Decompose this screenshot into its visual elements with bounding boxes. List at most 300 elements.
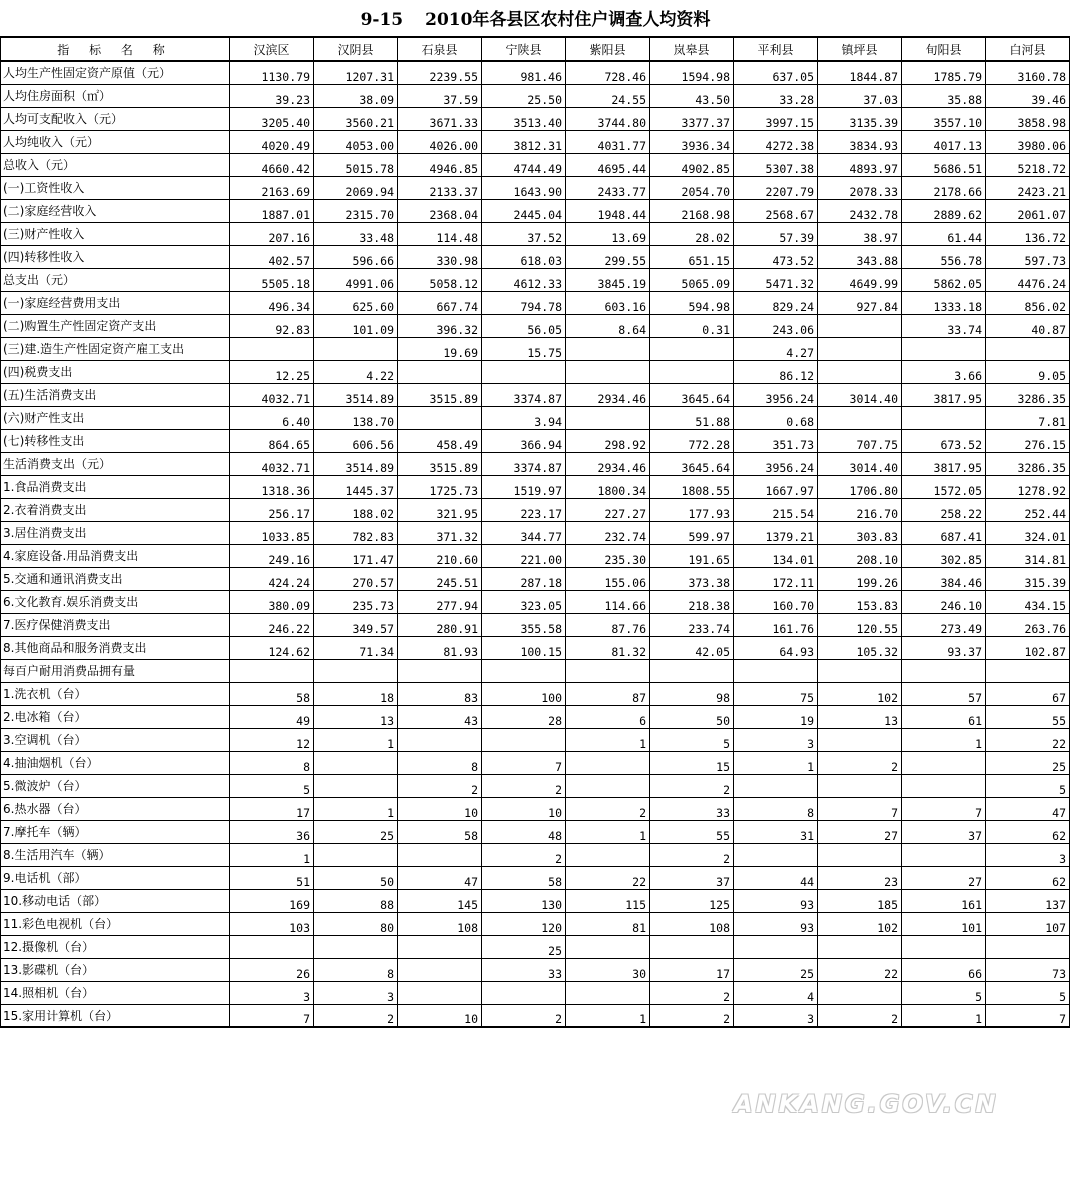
table-row: [1, 590, 1070, 613]
table-row: [1, 314, 1070, 337]
table-cell: [566, 337, 650, 360]
table-cell: 4660.42: [230, 153, 314, 176]
table-cell: 35.88: [902, 84, 986, 107]
table-cell: 30: [566, 958, 650, 981]
table-cell: 618.03: [482, 245, 566, 268]
table-cell: 7: [902, 797, 986, 820]
table-cell: 249.16: [230, 544, 314, 567]
table-cell: [314, 659, 398, 682]
table-cell: 2207.79: [734, 176, 818, 199]
table-cell: [902, 774, 986, 797]
table-cell: 108: [650, 912, 734, 935]
table-cell: 2239.55: [398, 61, 482, 84]
table-cell: 596.66: [314, 245, 398, 268]
table-cell: 4272.38: [734, 130, 818, 153]
table-cell: 5307.38: [734, 153, 818, 176]
table-cell: [230, 659, 314, 682]
table-cell: 2: [566, 797, 650, 820]
table-cell: 37: [902, 820, 986, 843]
table-cell: 5065.09: [650, 268, 734, 291]
table-cell: 7: [482, 751, 566, 774]
table-cell: 4020.49: [230, 130, 314, 153]
table-cell: [482, 981, 566, 1004]
table-cell: 33: [650, 797, 734, 820]
table-cell: 37.52: [482, 222, 566, 245]
table-cell: 216.70: [818, 498, 902, 521]
table-cell: 1706.80: [818, 475, 902, 498]
table-cell: 171.47: [314, 544, 398, 567]
row-label: 生活消费支出（元）: [1, 452, 230, 475]
table-cell: 12.25: [230, 360, 314, 383]
table-cell: 0.68: [734, 406, 818, 429]
table-cell: 33: [482, 958, 566, 981]
table-cell: [398, 843, 482, 866]
table-cell: 6: [566, 705, 650, 728]
table-cell: 366.94: [482, 429, 566, 452]
table-cell: 637.05: [734, 61, 818, 84]
table-row: [1, 222, 1070, 245]
table-cell: 24.55: [566, 84, 650, 107]
table-cell: 302.85: [902, 544, 986, 567]
table-cell: 2315.70: [314, 199, 398, 222]
table-cell: 92.83: [230, 314, 314, 337]
table-row: [1, 521, 1070, 544]
table-cell: 4.27: [734, 337, 818, 360]
table-cell: [818, 981, 902, 1004]
table-row: [1, 981, 1070, 1004]
table-cell: 227.27: [566, 498, 650, 521]
row-label: 12.摄像机（台）: [1, 935, 230, 958]
table-cell: 396.32: [398, 314, 482, 337]
table-cell: 1594.98: [650, 61, 734, 84]
table-cell: [314, 774, 398, 797]
table-cell: 177.93: [650, 498, 734, 521]
table-cell: 794.78: [482, 291, 566, 314]
table-cell: 303.83: [818, 521, 902, 544]
table-row: [1, 728, 1070, 751]
table-cell: 2: [818, 1004, 902, 1027]
table-cell: 86.12: [734, 360, 818, 383]
table-cell: 43: [398, 705, 482, 728]
table-cell: 3515.89: [398, 383, 482, 406]
table-cell: 80: [314, 912, 398, 935]
table-cell: 496.34: [230, 291, 314, 314]
table-cell: 856.02: [986, 291, 1070, 314]
table-cell: 218.38: [650, 590, 734, 613]
table-cell: 3744.80: [566, 107, 650, 130]
table-cell: 246.22: [230, 613, 314, 636]
table-cell: 232.74: [566, 521, 650, 544]
table-cell: 330.98: [398, 245, 482, 268]
table-cell: 3014.40: [818, 452, 902, 475]
table-row: [1, 774, 1070, 797]
table-cell: [818, 314, 902, 337]
table-title-text: 2010年各县区农村住户调查人均资料: [425, 10, 711, 30]
table-cell: 1: [314, 797, 398, 820]
table-row: [1, 889, 1070, 912]
table-cell: 384.46: [902, 567, 986, 590]
row-label: 3.空调机（台）: [1, 728, 230, 751]
table-cell: 3817.95: [902, 383, 986, 406]
table-cell: 8: [398, 751, 482, 774]
table-cell: 3812.31: [482, 130, 566, 153]
row-label: (六)财产性支出: [1, 406, 230, 429]
watermark: ANKANG.GOV.CN: [734, 1090, 999, 1118]
table-cell: 3980.06: [986, 130, 1070, 153]
table-cell: 137: [986, 889, 1070, 912]
table-cell: 3135.39: [818, 107, 902, 130]
table-cell: 31: [734, 820, 818, 843]
column-header: 平利县: [734, 37, 818, 61]
table-cell: [818, 406, 902, 429]
table-cell: 1887.01: [230, 199, 314, 222]
row-label: 人均住房面积（㎡）: [1, 84, 230, 107]
table-row: [1, 176, 1070, 199]
table-cell: 1800.34: [566, 475, 650, 498]
table-cell: 27: [818, 820, 902, 843]
table-cell: 62: [986, 866, 1070, 889]
table-cell: 4053.00: [314, 130, 398, 153]
table-cell: [734, 774, 818, 797]
table-cell: 15: [650, 751, 734, 774]
table-cell: [734, 935, 818, 958]
table-cell: 344.77: [482, 521, 566, 544]
table-cell: 161: [902, 889, 986, 912]
table-cell: 39.23: [230, 84, 314, 107]
table-row: [1, 360, 1070, 383]
table-cell: 258.22: [902, 498, 986, 521]
table-cell: 314.81: [986, 544, 1070, 567]
table-cell: 4.22: [314, 360, 398, 383]
table-cell: 235.73: [314, 590, 398, 613]
table-cell: 1: [314, 728, 398, 751]
table-cell: 2168.98: [650, 199, 734, 222]
table-cell: 101: [902, 912, 986, 935]
table-cell: 9.05: [986, 360, 1070, 383]
table-row: [1, 429, 1070, 452]
table-cell: 38.97: [818, 222, 902, 245]
table-cell: 25: [734, 958, 818, 981]
row-label: 总支出（元）: [1, 268, 230, 291]
table-cell: 349.57: [314, 613, 398, 636]
table-cell: 55: [650, 820, 734, 843]
row-label: 15.家用计算机（台）: [1, 1004, 230, 1027]
table-cell: 728.46: [566, 61, 650, 84]
row-label: 10.移动电话（部）: [1, 889, 230, 912]
table-row: [1, 912, 1070, 935]
table-cell: [734, 843, 818, 866]
table-cell: 233.74: [650, 613, 734, 636]
table-cell: 188.02: [314, 498, 398, 521]
table-cell: [818, 843, 902, 866]
row-label: 8.生活用汽车（辆）: [1, 843, 230, 866]
table-cell: 199.26: [818, 567, 902, 590]
table-cell: 298.92: [566, 429, 650, 452]
table-cell: 100.15: [482, 636, 566, 659]
table-cell: 5: [650, 728, 734, 751]
table-cell: [818, 659, 902, 682]
table-cell: 3936.34: [650, 130, 734, 153]
table-cell: 1: [566, 728, 650, 751]
data-table: [0, 36, 1070, 1028]
table-cell: 1: [566, 820, 650, 843]
table-cell: 114.48: [398, 222, 482, 245]
table-cell: [566, 935, 650, 958]
table-cell: 473.52: [734, 245, 818, 268]
table-row: [1, 797, 1070, 820]
table-cell: 103: [230, 912, 314, 935]
row-label: (二)购置生产性固定资产支出: [1, 314, 230, 337]
table-cell: 25.50: [482, 84, 566, 107]
table-cell: 134.01: [734, 544, 818, 567]
table-cell: 83: [398, 682, 482, 705]
table-cell: 2: [482, 1004, 566, 1027]
table-cell: 37.03: [818, 84, 902, 107]
table-cell: 12: [230, 728, 314, 751]
table-cell: 245.51: [398, 567, 482, 590]
table-cell: 98: [650, 682, 734, 705]
table-cell: 782.83: [314, 521, 398, 544]
table-cell: 2423.21: [986, 176, 1070, 199]
table-cell: 4032.71: [230, 383, 314, 406]
table-row: [1, 130, 1070, 153]
table-cell: 556.78: [902, 245, 986, 268]
table-cell: 2: [650, 1004, 734, 1027]
table-row: [1, 820, 1070, 843]
table-cell: [398, 981, 482, 1004]
table-cell: 136.72: [986, 222, 1070, 245]
table-cell: 606.56: [314, 429, 398, 452]
table-cell: 324.01: [986, 521, 1070, 544]
table-cell: 100: [482, 682, 566, 705]
table-cell: 1: [902, 728, 986, 751]
table-row: [1, 866, 1070, 889]
table-cell: [818, 728, 902, 751]
table-cell: [902, 751, 986, 774]
table-cell: 108: [398, 912, 482, 935]
table-cell: 44: [734, 866, 818, 889]
row-label: 人均纯收入（元）: [1, 130, 230, 153]
table-row: [1, 291, 1070, 314]
table-cell: 28.02: [650, 222, 734, 245]
table-cell: 4744.49: [482, 153, 566, 176]
row-label: 11.彩色电视机（台）: [1, 912, 230, 935]
table-cell: 864.65: [230, 429, 314, 452]
table-cell: [314, 935, 398, 958]
table-cell: [902, 659, 986, 682]
table-row: [1, 682, 1070, 705]
table-cell: 3858.98: [986, 107, 1070, 130]
table-cell: 3.94: [482, 406, 566, 429]
table-cell: [230, 337, 314, 360]
table-cell: 3956.24: [734, 383, 818, 406]
table-cell: 3997.15: [734, 107, 818, 130]
table-cell: 50: [314, 866, 398, 889]
table-cell: 5: [986, 774, 1070, 797]
table-cell: 3515.89: [398, 452, 482, 475]
table-cell: 1445.37: [314, 475, 398, 498]
table-cell: 1379.21: [734, 521, 818, 544]
table-cell: 829.24: [734, 291, 818, 314]
table-cell: 47: [398, 866, 482, 889]
table-cell: 1207.31: [314, 61, 398, 84]
table-cell: 2433.77: [566, 176, 650, 199]
table-cell: [902, 935, 986, 958]
row-label: (五)生活消费支出: [1, 383, 230, 406]
table-cell: 3560.21: [314, 107, 398, 130]
table-cell: 81.93: [398, 636, 482, 659]
table-cell: 2: [818, 751, 902, 774]
table-cell: 215.54: [734, 498, 818, 521]
table-cell: [566, 751, 650, 774]
column-header: 旬阳县: [902, 37, 986, 61]
table-cell: 2445.04: [482, 199, 566, 222]
table-cell: 4032.71: [230, 452, 314, 475]
row-label: 5.微波炉（台）: [1, 774, 230, 797]
table-cell: 88: [314, 889, 398, 912]
table-cell: 33.48: [314, 222, 398, 245]
table-cell: 434.15: [986, 590, 1070, 613]
table-cell: 3.66: [902, 360, 986, 383]
table-cell: 673.52: [902, 429, 986, 452]
table-cell: 2: [314, 1004, 398, 1027]
table-cell: 5505.18: [230, 268, 314, 291]
table-cell: 115: [566, 889, 650, 912]
table-cell: [986, 659, 1070, 682]
table-cell: 315.39: [986, 567, 1070, 590]
table-cell: 28: [482, 705, 566, 728]
table-cell: [566, 843, 650, 866]
table-cell: 458.49: [398, 429, 482, 452]
table-cell: 927.84: [818, 291, 902, 314]
table-cell: 172.11: [734, 567, 818, 590]
table-cell: 3377.37: [650, 107, 734, 130]
table-row: [1, 498, 1070, 521]
table-cell: [314, 843, 398, 866]
table-cell: 56.05: [482, 314, 566, 337]
table-cell: 40.87: [986, 314, 1070, 337]
table-cell: 1643.90: [482, 176, 566, 199]
table-cell: 5015.78: [314, 153, 398, 176]
table-cell: [314, 751, 398, 774]
table-cell: 4991.06: [314, 268, 398, 291]
table-cell: 37: [650, 866, 734, 889]
table-row: [1, 475, 1070, 498]
table-cell: 207.16: [230, 222, 314, 245]
row-label: 8.其他商品和服务消费支出: [1, 636, 230, 659]
table-cell: 73: [986, 958, 1070, 981]
table-cell: 66: [902, 958, 986, 981]
table-cell: 5: [986, 981, 1070, 1004]
table-cell: 4695.44: [566, 153, 650, 176]
table-cell: 1844.87: [818, 61, 902, 84]
table-cell: 2163.69: [230, 176, 314, 199]
table-cell: 402.57: [230, 245, 314, 268]
table-cell: 3645.64: [650, 383, 734, 406]
row-label: 7.医疗保健消费支出: [1, 613, 230, 636]
table-cell: 371.32: [398, 521, 482, 544]
table-cell: [818, 774, 902, 797]
table-cell: 772.28: [650, 429, 734, 452]
table-cell: 47: [986, 797, 1070, 820]
table-row: [1, 406, 1070, 429]
table-cell: 10: [398, 1004, 482, 1027]
table-cell: 243.06: [734, 314, 818, 337]
table-cell: 246.10: [902, 590, 986, 613]
table-cell: 6.40: [230, 406, 314, 429]
table-cell: 343.88: [818, 245, 902, 268]
table-cell: 2889.62: [902, 199, 986, 222]
table-cell: 42.05: [650, 636, 734, 659]
table-cell: 23: [818, 866, 902, 889]
table-cell: 2061.07: [986, 199, 1070, 222]
table-cell: 270.57: [314, 567, 398, 590]
table-cell: 3: [230, 981, 314, 1004]
table-cell: 101.09: [314, 314, 398, 337]
table-cell: 3: [314, 981, 398, 1004]
table-cell: 5058.12: [398, 268, 482, 291]
table-cell: 273.49: [902, 613, 986, 636]
table-cell: 161.76: [734, 613, 818, 636]
row-label: (三)建.造生产性固定资产雇工支出: [1, 337, 230, 360]
column-header: 岚皋县: [650, 37, 734, 61]
table-cell: 2: [482, 774, 566, 797]
table-cell: 1278.92: [986, 475, 1070, 498]
table-cell: 114.66: [566, 590, 650, 613]
table-cell: 7: [986, 1004, 1070, 1027]
row-label: 1.食品消费支出: [1, 475, 230, 498]
table-cell: 3514.89: [314, 383, 398, 406]
table-cell: 4026.00: [398, 130, 482, 153]
table-cell: 3160.78: [986, 61, 1070, 84]
table-cell: 7: [818, 797, 902, 820]
table-cell: 2069.94: [314, 176, 398, 199]
table-cell: 1: [902, 1004, 986, 1027]
table-cell: [902, 337, 986, 360]
table-cell: 351.73: [734, 429, 818, 452]
table-cell: 50: [650, 705, 734, 728]
table-cell: 1130.79: [230, 61, 314, 84]
table-cell: 61: [902, 705, 986, 728]
table-cell: 5471.32: [734, 268, 818, 291]
table-cell: 33.74: [902, 314, 986, 337]
table-cell: 61.44: [902, 222, 986, 245]
table-cell: 17: [230, 797, 314, 820]
table-cell: [398, 360, 482, 383]
table-cell: 2: [650, 981, 734, 1004]
table-cell: 4649.99: [818, 268, 902, 291]
table-cell: 36: [230, 820, 314, 843]
table-cell: 3205.40: [230, 107, 314, 130]
table-cell: 43.50: [650, 84, 734, 107]
table-cell: 10: [482, 797, 566, 820]
table-cell: 57.39: [734, 222, 818, 245]
column-header: 镇坪县: [818, 37, 902, 61]
table-cell: [818, 337, 902, 360]
table-cell: 71.34: [314, 636, 398, 659]
table-cell: 125: [650, 889, 734, 912]
table-cell: 64.93: [734, 636, 818, 659]
table-cell: 8: [314, 958, 398, 981]
table-cell: 8: [734, 797, 818, 820]
table-cell: 4017.13: [902, 130, 986, 153]
table-cell: [818, 935, 902, 958]
table-cell: 380.09: [230, 590, 314, 613]
table-row: [1, 1004, 1070, 1027]
table-cell: 93: [734, 889, 818, 912]
table-cell: [230, 935, 314, 958]
table-cell: 1948.44: [566, 199, 650, 222]
